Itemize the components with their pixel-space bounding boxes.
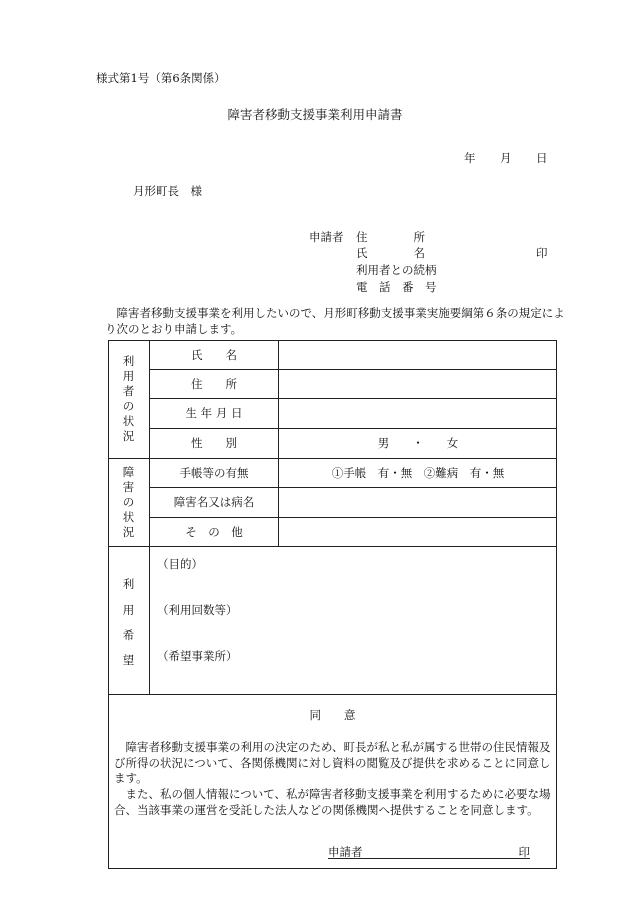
applicant-seal: 印 <box>536 246 548 260</box>
label-gender: 性 別 <box>191 436 237 450</box>
label-disability-name: 障害名又は病名 <box>173 495 255 509</box>
intro-paragraph: 障害者移動支援事業を利用したいので、月形町移動支援事業実施要綱第６条の規定により次のとおり申請します。 <box>105 306 565 336</box>
section-char: 用 <box>122 603 135 617</box>
value-user-address[interactable] <box>279 369 557 398</box>
applicant-label: 申請者 <box>309 230 344 244</box>
consent-paragraph-1: 障害者移動支援事業の利用の決定のため、町長が私と私が属する世帯の住民情報及び所得の状況について、各関係機関に対し資料の閲覧及び提供を求めることに同意します。 <box>114 740 551 785</box>
section-char: 況 <box>122 429 135 443</box>
request-frequency-label: （利用回数等） <box>157 603 238 617</box>
section-char: 害 <box>122 479 135 494</box>
label-user-name: 氏 名 <box>191 347 237 362</box>
request-provider-label: （希望事業所） <box>157 649 238 663</box>
value-user-name[interactable] <box>279 340 557 369</box>
section-divider <box>108 546 557 547</box>
section-char: 用 <box>122 369 135 383</box>
value-gender[interactable]: 男 ・ 女 <box>377 436 459 450</box>
consent-title: 同 意 <box>309 708 356 722</box>
section-char: 希 <box>122 628 135 642</box>
section-char: の <box>122 399 135 413</box>
applicant-phone-label: 電 話 番 号 <box>356 280 437 294</box>
consent-paragraph-2: また、私の個人情報について、私が障害者移動支援事業を利用するために必要な場合、当該事業の運営を受託した法人などの関係機関へ提供することを同意します。 <box>114 787 551 817</box>
section-divider <box>108 694 557 695</box>
value-birthdate[interactable] <box>279 398 557 428</box>
section-char: の <box>122 494 135 509</box>
date-day: 日 <box>536 151 548 165</box>
label-handbook: 手帳等の有無 <box>179 465 249 480</box>
label-birthdate: 生 年 月 日 <box>185 406 243 420</box>
section-char: 利 <box>122 354 135 368</box>
date-year: 年 <box>464 151 476 165</box>
section-char: 望 <box>122 653 135 667</box>
section-char: 況 <box>122 524 135 539</box>
section-char: 者 <box>122 384 135 398</box>
value-other[interactable] <box>279 517 557 546</box>
section-char: 障 <box>122 464 135 479</box>
request-purpose-label: （目的） <box>157 557 203 571</box>
section-user-status <box>108 340 149 458</box>
section-char: 利 <box>122 577 135 591</box>
value-disability-name[interactable] <box>279 487 557 517</box>
consent-signature-line[interactable] <box>328 844 530 859</box>
applicant-relation-label: 利用者との続柄 <box>356 263 437 277</box>
consent-seal: 印 <box>518 845 530 859</box>
page-title: 障害者移動支援事業利用申請書 <box>227 107 403 122</box>
consent-signer-label: 申請者 <box>328 845 363 859</box>
section-disability-status <box>108 458 149 546</box>
section-char: 状 <box>122 414 135 428</box>
addressee: 月形町長 様 <box>133 184 202 198</box>
label-user-address: 住 所 <box>191 376 237 391</box>
date-month: 月 <box>500 151 512 165</box>
section-char: 状 <box>122 509 135 524</box>
applicant-name-label: 氏 名 <box>356 246 425 260</box>
value-handbook[interactable]: ①手帳 有・無 ②難病 有・無 <box>331 465 505 480</box>
form-number: 様式第1号（第6条関係） <box>96 71 226 85</box>
label-other: そ の 他 <box>185 524 243 539</box>
applicant-address-label: 住 所 <box>356 230 425 244</box>
